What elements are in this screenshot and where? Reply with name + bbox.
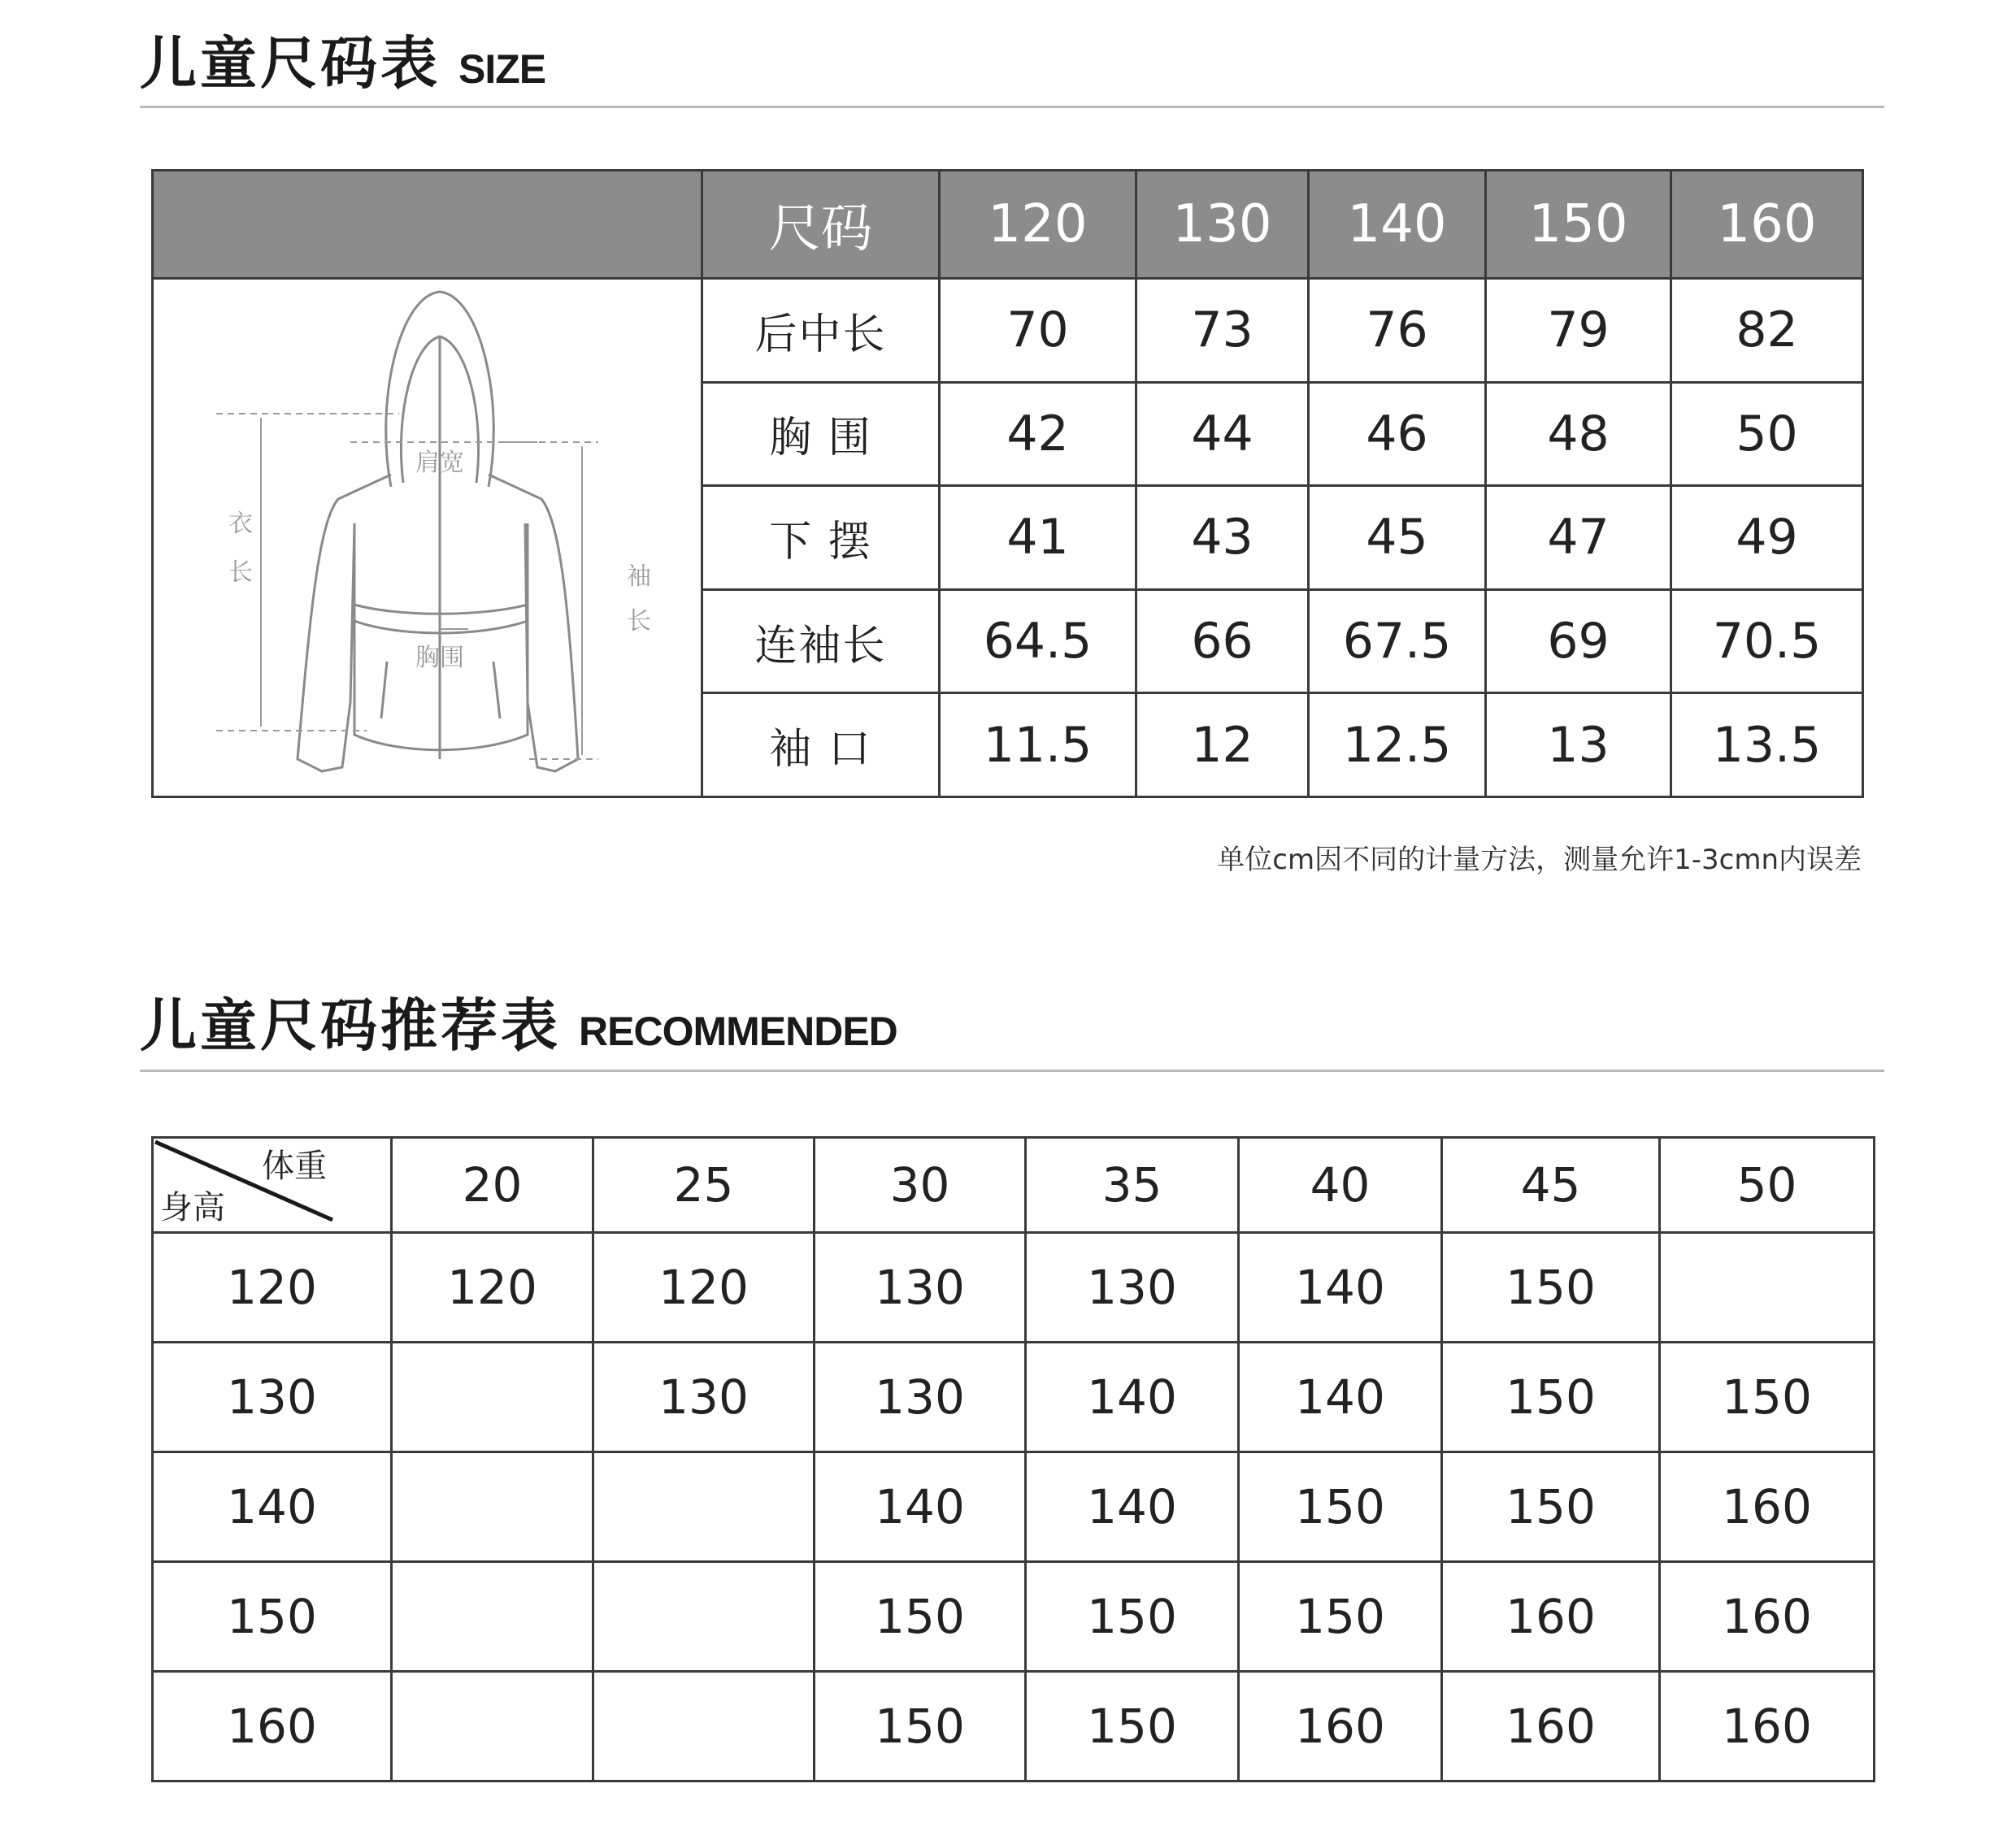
table-cell: 150 bbox=[1442, 1452, 1660, 1562]
table-cell: 50 bbox=[1671, 382, 1863, 486]
table-cell: 140 bbox=[1239, 1343, 1442, 1452]
table-cell: 46 bbox=[1309, 382, 1486, 486]
table-cell bbox=[392, 1562, 593, 1672]
table-cell: 12.5 bbox=[1309, 693, 1486, 797]
table-cell: 150 bbox=[1442, 1343, 1660, 1452]
height-cell: 150 bbox=[153, 1562, 392, 1672]
table-cell: 64.5 bbox=[940, 589, 1136, 693]
measurement-note: 单位cm因不同的计量方法，测量允许1-3cmn内误差 bbox=[1217, 844, 1862, 876]
recommend-title-en: RECOMMENDED bbox=[579, 1009, 897, 1054]
table-cell: 44 bbox=[1136, 382, 1309, 486]
table-cell bbox=[1660, 1233, 1875, 1343]
table-cell: 150 bbox=[1239, 1452, 1442, 1562]
size-title-rule bbox=[140, 106, 1884, 108]
table-cell: 120 bbox=[392, 1233, 593, 1343]
size-header-corner bbox=[153, 171, 702, 279]
table-cell: 130 bbox=[815, 1343, 1026, 1452]
table-cell: 69 bbox=[1486, 589, 1671, 693]
table-cell: 150 bbox=[1442, 1233, 1660, 1343]
table-cell: 160 bbox=[1442, 1672, 1660, 1781]
table-cell: 82 bbox=[1671, 279, 1863, 383]
table-cell: 13.5 bbox=[1671, 693, 1863, 797]
table-row bbox=[153, 1452, 1875, 1562]
weight-header-label: 体重 bbox=[262, 1148, 327, 1185]
size-title-en: SIZE bbox=[458, 46, 546, 92]
table-row bbox=[153, 1343, 1875, 1452]
table-cell: 120 bbox=[593, 1233, 815, 1343]
table-row bbox=[153, 1233, 1875, 1343]
table-cell: 48 bbox=[1486, 382, 1671, 486]
table-cell: 140 bbox=[1026, 1452, 1239, 1562]
height-cell: 140 bbox=[153, 1452, 392, 1562]
table-cell: 160 bbox=[1239, 1672, 1442, 1781]
size-header-row bbox=[153, 171, 1863, 279]
right-pocket bbox=[493, 662, 500, 718]
weight-header-cell: 45 bbox=[1442, 1138, 1660, 1233]
height-cell: 130 bbox=[153, 1343, 392, 1452]
table-cell bbox=[392, 1343, 593, 1452]
table-cell: 11.5 bbox=[940, 693, 1136, 797]
corner-header bbox=[153, 1138, 392, 1233]
table-cell: 70 bbox=[940, 279, 1136, 383]
table-cell: 150 bbox=[815, 1672, 1026, 1781]
row-label: 袖 口 bbox=[702, 693, 940, 797]
size-title-cn: 儿童尺码表 bbox=[140, 30, 441, 97]
table-cell: 130 bbox=[1026, 1233, 1239, 1343]
left-sleeve bbox=[298, 475, 391, 771]
shoulder-label: 肩宽 bbox=[415, 449, 464, 477]
table-cell: 13 bbox=[1486, 693, 1671, 797]
weight-header-cell: 35 bbox=[1026, 1138, 1239, 1233]
table-cell: 73 bbox=[1136, 279, 1309, 383]
table-cell: 150 bbox=[1026, 1562, 1239, 1672]
size-table bbox=[151, 169, 1864, 798]
table-cell: 42 bbox=[940, 382, 1136, 486]
table-cell: 66 bbox=[1136, 589, 1309, 693]
size-section-title bbox=[140, 18, 545, 100]
size-header-cell: 140 bbox=[1309, 171, 1486, 279]
table-cell: 140 bbox=[1026, 1343, 1239, 1452]
table-cell: 12 bbox=[1136, 693, 1309, 797]
row-label: 连袖长 bbox=[702, 589, 940, 693]
table-cell: 150 bbox=[1660, 1343, 1875, 1452]
table-cell: 150 bbox=[815, 1562, 1026, 1672]
height-cell: 160 bbox=[153, 1672, 392, 1781]
right-sleeve bbox=[489, 475, 578, 771]
recommend-table bbox=[151, 1136, 1875, 1782]
row-label: 胸 围 bbox=[702, 382, 940, 486]
row-label: 下 摆 bbox=[702, 486, 940, 590]
size-header-cell: 160 bbox=[1671, 171, 1863, 279]
table-cell: 140 bbox=[1239, 1233, 1442, 1343]
weight-header-row bbox=[153, 1138, 1875, 1233]
table-row bbox=[153, 1562, 1875, 1672]
row-label: 后中长 bbox=[702, 279, 940, 383]
sleeve-label-2: 长 bbox=[626, 607, 651, 636]
table-cell bbox=[593, 1452, 815, 1562]
height-cell: 120 bbox=[153, 1233, 392, 1343]
table-cell: 160 bbox=[1660, 1452, 1875, 1562]
size-header-cell: 120 bbox=[940, 171, 1136, 279]
size-header-cell: 150 bbox=[1486, 171, 1671, 279]
table-cell: 160 bbox=[1442, 1562, 1660, 1672]
table-cell: 160 bbox=[1660, 1672, 1875, 1781]
recommend-section-title bbox=[140, 980, 897, 1062]
recommend-title-cn: 儿童尺码推荐表 bbox=[140, 992, 561, 1059]
table-cell: 70.5 bbox=[1671, 589, 1863, 693]
sleeve-label-1: 袖 bbox=[626, 562, 651, 591]
jacket-diagram-cell bbox=[153, 279, 702, 797]
table-cell: 41 bbox=[940, 486, 1136, 590]
table-cell: 45 bbox=[1309, 486, 1486, 590]
weight-header-cell: 20 bbox=[392, 1138, 593, 1233]
table-row bbox=[153, 279, 1863, 383]
table-row bbox=[153, 1672, 1875, 1781]
table-cell: 140 bbox=[815, 1452, 1026, 1562]
table-cell: 130 bbox=[593, 1343, 815, 1452]
table-cell: 160 bbox=[1660, 1562, 1875, 1672]
recommend-title-rule bbox=[140, 1070, 1884, 1072]
chest-label: 胸围 bbox=[415, 644, 464, 672]
table-cell bbox=[593, 1672, 815, 1781]
left-pocket bbox=[381, 662, 387, 718]
length-label-2: 长 bbox=[228, 558, 253, 587]
size-header-cell: 130 bbox=[1136, 171, 1309, 279]
table-cell bbox=[392, 1672, 593, 1781]
weight-header-cell: 25 bbox=[593, 1138, 815, 1233]
weight-header-cell: 30 bbox=[815, 1138, 1026, 1233]
size-header-label: 尺码 bbox=[702, 171, 940, 279]
table-cell bbox=[593, 1562, 815, 1672]
table-cell: 79 bbox=[1486, 279, 1671, 383]
table-cell: 150 bbox=[1239, 1562, 1442, 1672]
weight-header-cell: 40 bbox=[1239, 1138, 1442, 1233]
table-cell: 76 bbox=[1309, 279, 1486, 383]
length-label-1: 衣 bbox=[228, 510, 253, 538]
table-cell: 150 bbox=[1026, 1672, 1239, 1781]
table-cell: 43 bbox=[1136, 486, 1309, 590]
height-header-label: 身高 bbox=[160, 1189, 225, 1226]
table-cell: 47 bbox=[1486, 486, 1671, 590]
table-cell: 49 bbox=[1671, 486, 1863, 590]
table-cell: 130 bbox=[815, 1233, 1026, 1343]
table-cell bbox=[392, 1452, 593, 1562]
weight-header-cell: 50 bbox=[1660, 1138, 1875, 1233]
jacket-diagram bbox=[155, 280, 700, 783]
table-cell: 67.5 bbox=[1309, 589, 1486, 693]
